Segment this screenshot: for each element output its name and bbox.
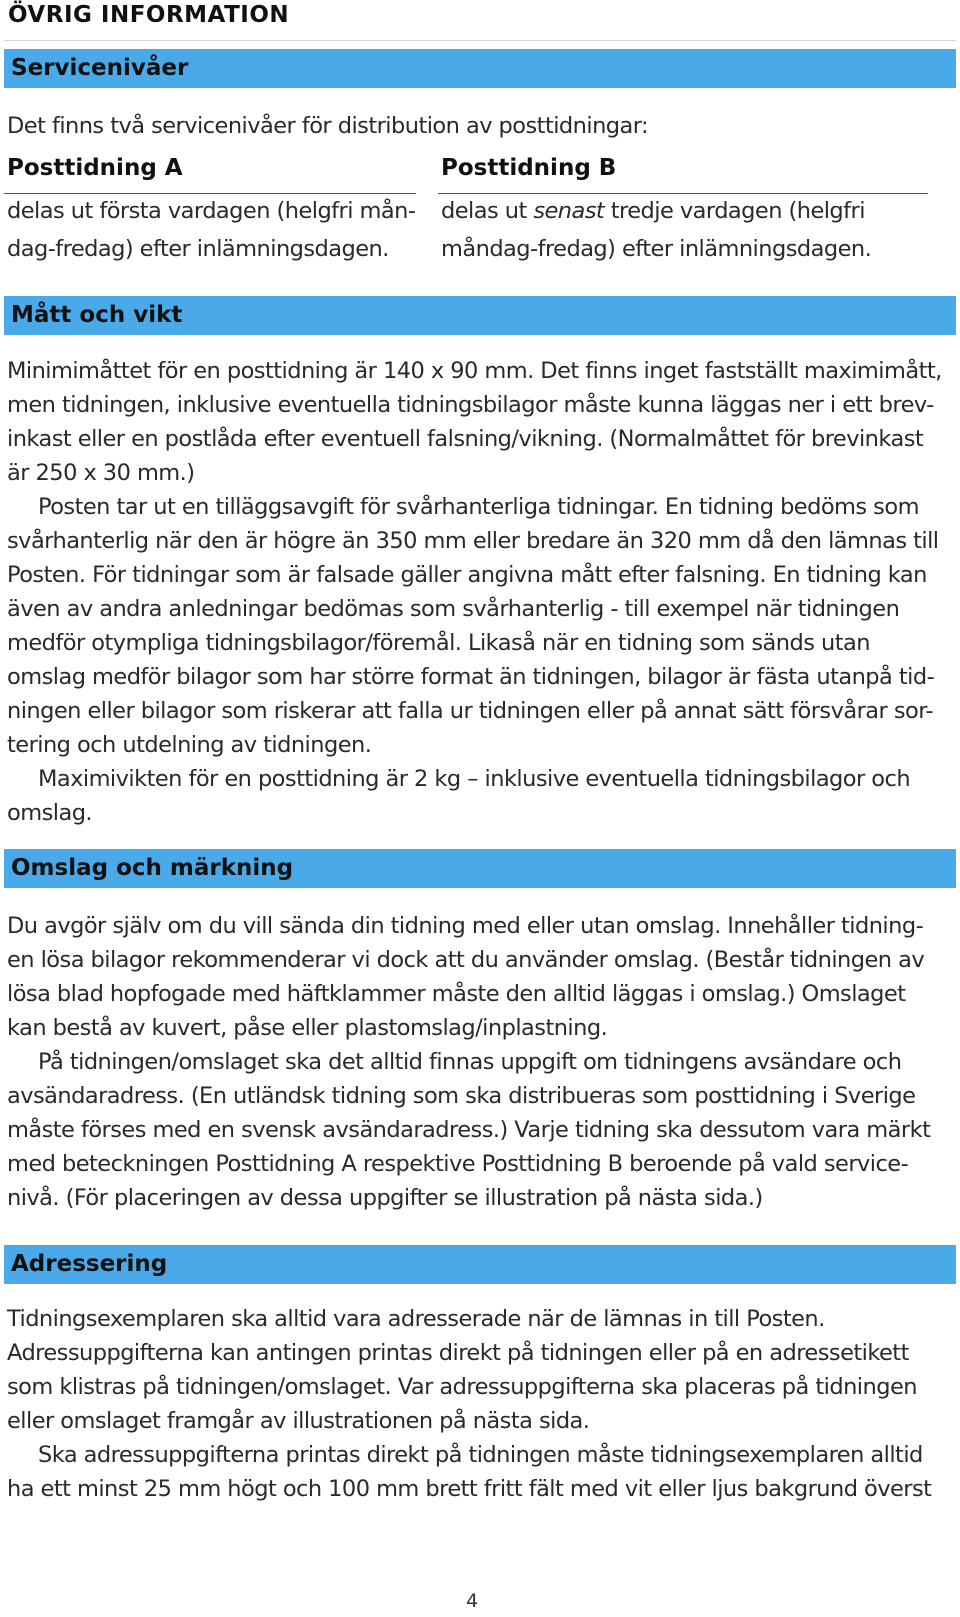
text-line: Posten tar ut en tilläggsavgift för svårhanterliga tidningar. En tidning bedöms som xyxy=(38,494,919,520)
text-line: Tidningsexemplaren ska alltid vara adresserade när de lämnas in till Posten. xyxy=(7,1306,825,1332)
text-line: På tidningen/omslaget ska det alltid finnas uppgift om tidningens avsändare och xyxy=(38,1049,902,1075)
text-line: delas ut första vardagen (helgfri mån- xyxy=(7,198,416,224)
text-line: Du avgör själv om du vill sända din tidning med eller utan omslag. Innehåller tidning- xyxy=(7,913,924,939)
text-line: eller omslaget framgår av illustrationen på nästa sida. xyxy=(7,1408,590,1434)
text-line: som klistras på tidningen/omslaget. Var adressuppgifterna ska placeras på tidningen xyxy=(7,1374,917,1400)
text-line: Posten. För tidningar som är falsade gäller angivna mått efter falsning. En tidning kan xyxy=(7,562,927,588)
text-line: måste förses med en svensk avsändaradress.) Varje tidning ska dessutom vara märkt xyxy=(7,1117,931,1143)
adressering-body xyxy=(7,1302,957,1506)
section-bar-servicenivaer xyxy=(4,49,956,88)
text-line: ningen eller bilagor som riskerar att falla ur tidningen eller på annat sätt försvårar sor- xyxy=(7,698,934,724)
text-line: Det finns två servicenivåer för distribution av posttidningar: xyxy=(7,113,649,139)
text-line: även av andra anledningar bedömas som svårhanterlig - till exempel när tidningen xyxy=(7,596,900,622)
section-bar-matt-och-vikt xyxy=(4,296,956,335)
text-line: dag-fredag) efter inlämningsdagen. xyxy=(7,236,389,262)
text-line: med beteckningen Posttidning A respektive Posttidning B beroende på vald service- xyxy=(7,1151,909,1177)
text-line: tering och utdelning av tidningen. xyxy=(7,732,372,758)
text-line: Minimimåttet för en posttidning är 140 x 90 mm. Det finns inget fastställt maximimått, xyxy=(7,358,942,384)
text-line: kan bestå av kuvert, påse eller plastomslag/inplastning. xyxy=(7,1015,608,1041)
text-line: omslag medför bilagor som har större format än tidningen, bilagor är fästa utanpå tid- xyxy=(7,664,935,690)
posttidning-a-text xyxy=(7,192,415,268)
section-title-adressering: Adressering xyxy=(11,1251,168,1277)
posttidning-b-heading: Posttidning B xyxy=(441,155,617,181)
omslag-body xyxy=(7,909,957,1215)
emphasis-senast: senast xyxy=(533,198,605,224)
page-heading: ÖVRIG INFORMATION xyxy=(8,2,290,28)
text-line: ha ett minst 25 mm högt och 100 mm brett fritt fält med vit eller ljus bakgrund överst xyxy=(7,1476,932,1502)
matt-och-vikt-body xyxy=(7,354,957,830)
text-segment: delas ut xyxy=(441,198,534,224)
posttidning-a-heading: Posttidning A xyxy=(7,155,183,181)
top-divider xyxy=(4,40,956,41)
text-segment: tredje vardagen (helgfri xyxy=(604,198,865,224)
text-line: men tidningen, inklusive eventuella tidningsbilagor måste kunna läggas ner i ett brev- xyxy=(7,392,934,418)
page-number: 4 xyxy=(466,1590,479,1612)
text-line: är 250 x 30 mm.) xyxy=(7,460,195,486)
section-title-servicenivaer: Servicenivåer xyxy=(11,55,189,81)
text-line: Ska adressuppgifterna printas direkt på tidningen måste tidningsexemplaren alltid xyxy=(38,1442,923,1468)
text-line: Adressuppgifterna kan antingen printas direkt på tidningen eller på en adressetikett xyxy=(7,1340,909,1366)
text-line: avsändaradress. (En utländsk tidning som ska distribueras som posttidning i Sverige xyxy=(7,1083,916,1109)
text-line: Maximivikten för en posttidning är 2 kg – inklusive eventuella tidningsbilagor och xyxy=(38,766,911,792)
text-line: måndag-fredag) efter inlämningsdagen. xyxy=(441,236,872,262)
posttidning-b-text xyxy=(441,192,871,268)
section-title-matt-och-vikt: Mått och vikt xyxy=(11,302,183,328)
text-line: omslag. xyxy=(7,800,93,826)
text-line: inkast eller en postlåda efter eventuell falsning/vikning. (Normalmåttet för brevinkast xyxy=(7,426,924,452)
servicenivaer-intro xyxy=(7,109,957,143)
section-title-omslag: Omslag och märkning xyxy=(11,855,294,881)
text-line: en lösa bilagor rekommenderar vi dock att du använder omslag. (Består tidningen av xyxy=(7,947,925,973)
text-line: lösa blad hopfogade med häftklammer måste den alltid läggas i omslag.) Omslaget xyxy=(7,981,906,1007)
text-line xyxy=(441,192,871,230)
text-line: svårhanterlig när den är högre än 350 mm eller bredare än 320 mm då den lämnas till xyxy=(7,528,939,554)
text-line: medför otympliga tidningsbilagor/föremål. Likaså när en tidning som sänds utan xyxy=(7,630,870,656)
text-line: nivå. (För placeringen av dessa uppgifter se illustration på nästa sida.) xyxy=(7,1185,763,1211)
section-bar-adressering xyxy=(4,1245,956,1284)
section-bar-omslag xyxy=(4,849,956,888)
